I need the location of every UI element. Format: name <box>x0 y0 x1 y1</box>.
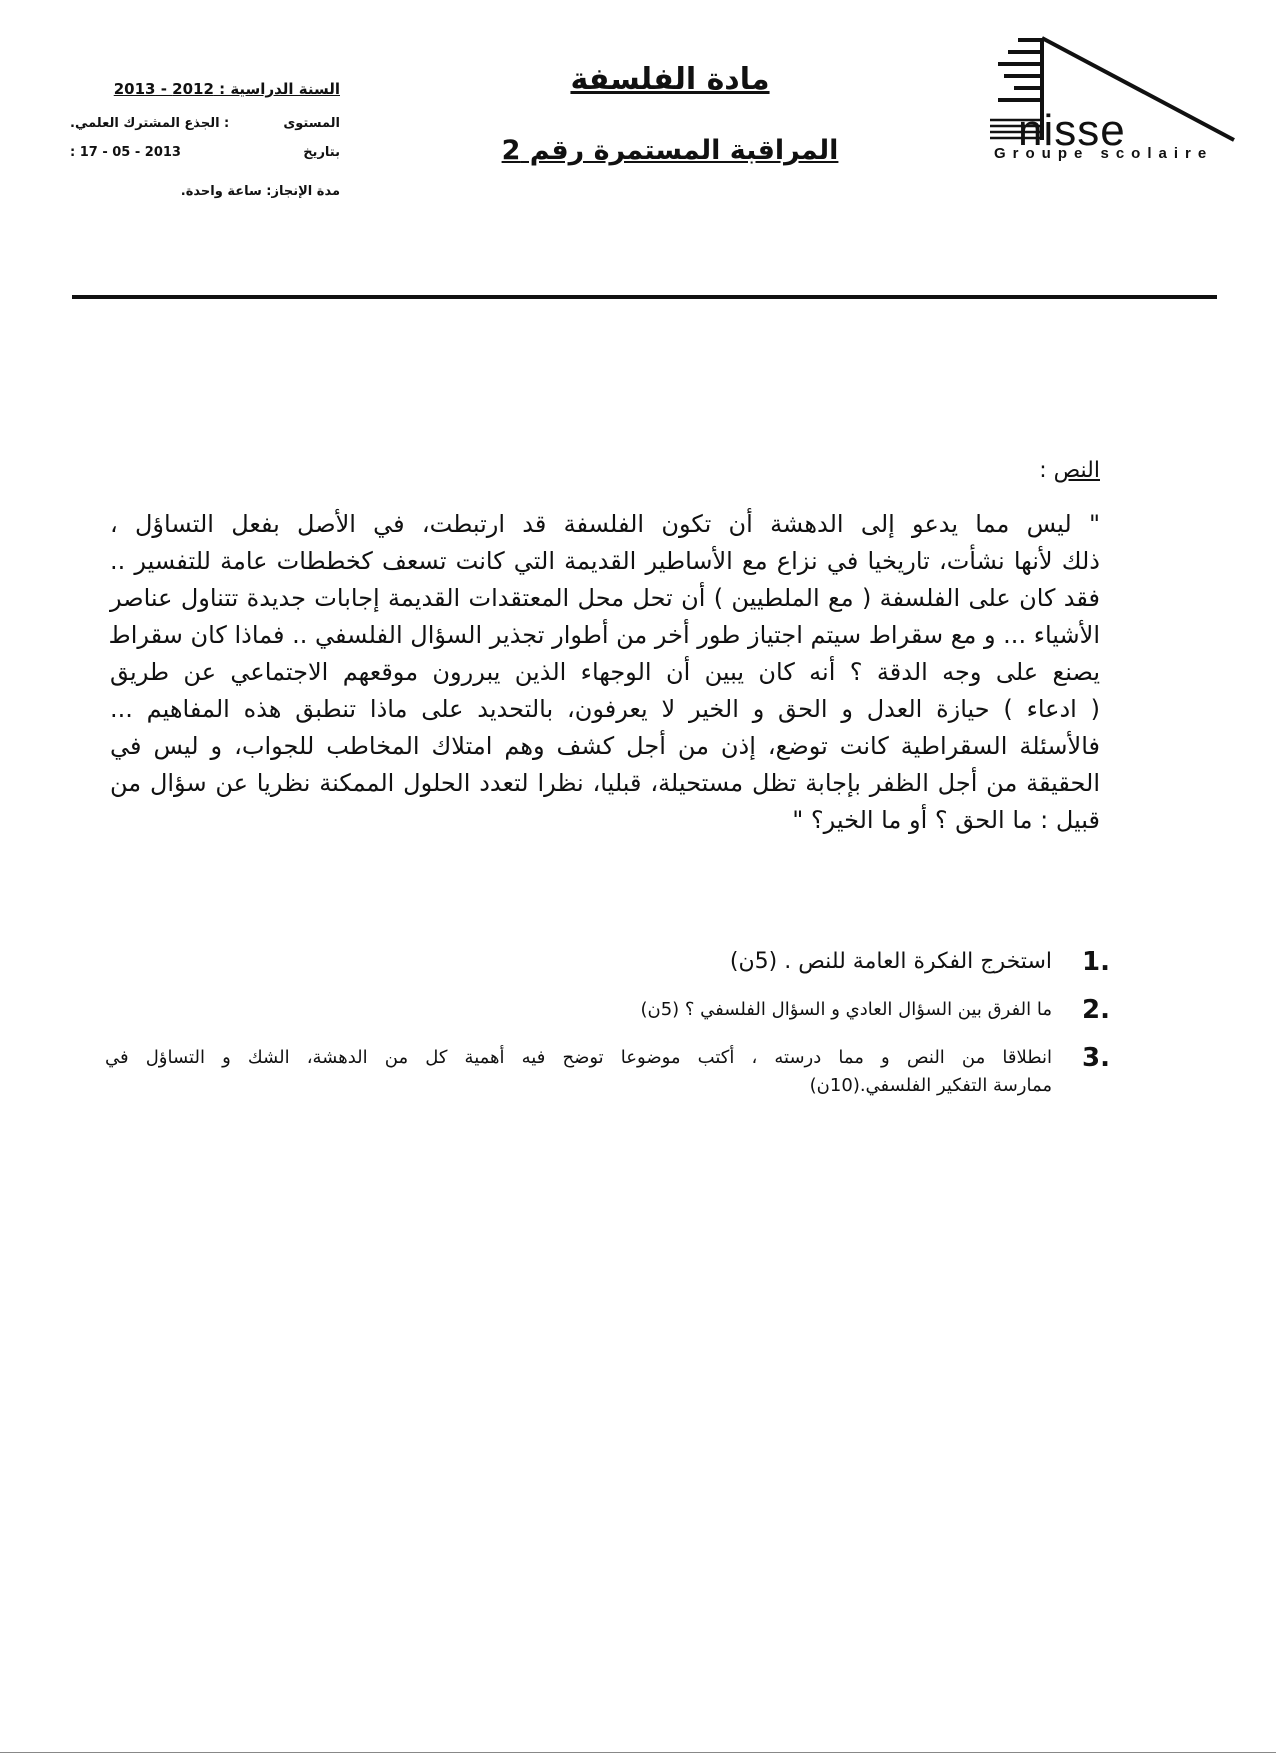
level-label: المستوى <box>283 116 340 131</box>
question-text <box>105 993 1062 1024</box>
subject-title: مادة الفلسفة <box>570 62 770 97</box>
date-row <box>70 145 340 160</box>
passage-line: الحقيقة من أجل الظفر بإجابة تظل مستحيلة، قبليا، نظرا لتعدد الحلول الممكنة نظريا عن سؤال من <box>110 769 1100 797</box>
passage-line: الأشياء ... و مع سقراط سيتم اجتياز طور أخر من أطوار تجذير السؤال الفلسفي .. فماذا كان سقراط <box>108 621 1100 649</box>
question-number: 2. <box>1082 995 1110 1025</box>
question-line: انطلاقا من النص و مما درسته ، أكتب موضوعا توضح فيه أهمية كل من الدهشة، الشك و التساؤل في <box>105 1047 1052 1068</box>
question-text <box>105 945 1062 976</box>
passage <box>110 506 1100 839</box>
date-value: : 17 - 05 - 2013 <box>70 145 181 160</box>
question-number: 3. <box>1082 1043 1110 1073</box>
questions-list <box>105 945 1110 1114</box>
passage-line: يصنع على وجه الدقة ؟ أنه كان يبين أن الوجهاء الذين يبررون موقعهم الاجتماعي عن طريق <box>110 658 1100 686</box>
question-item <box>105 1041 1110 1100</box>
section-label-text: النص <box>1053 458 1100 483</box>
question-line: استخرج الفكرة العامة للنص . (5ن) <box>729 949 1052 974</box>
question-line: ما الفرق بين السؤال العادي و السؤال الفلسفي ؟ (5ن) <box>640 999 1052 1020</box>
logo-name: nisse <box>1018 106 1126 155</box>
question-number: 1. <box>1082 947 1110 977</box>
question-item <box>105 945 1110 979</box>
passage-line: ذلك لأنها نشأت، تاريخيا في نزاع مع الأساطير القديمة التي كانت تسعف كخططات عامة للتفسير .. <box>110 547 1100 575</box>
question-item <box>105 993 1110 1027</box>
date-label: بتاريخ <box>303 145 340 160</box>
scan-bottom-edge <box>0 1752 1276 1753</box>
section-label <box>1000 458 1100 483</box>
level-row <box>70 116 340 131</box>
exam-title: المراقبة المستمرة رقم 2 <box>501 135 839 166</box>
passage-line: فقد كان على الفلسفة ( مع الملطيين ) أن تحل محل المعتقدات القديمة إجابات جديدة تتناول عناصر <box>110 584 1100 612</box>
section-label-colon: : <box>1039 458 1054 483</box>
duration: مدة الإنجاز: ساعة واحدة. <box>180 184 340 199</box>
question-line: ممارسة التفكير الفلسفي.(10ن) <box>809 1075 1052 1096</box>
passage-line: قبيل : ما الحق ؟ أو ما الخير؟ " <box>792 806 1100 834</box>
header-divider <box>72 295 1217 299</box>
passage-line: فالأسئلة السقراطية كانت توضع، إذن من أجل كشف وهم امتلاك المخاطب للجواب، و ليس في <box>110 732 1100 760</box>
passage-line: " ليس مما يدعو إلى الدهشة أن تكون الفلسفة قد ارتبطت، في الأصل بفعل التساؤل ، <box>110 510 1100 538</box>
level-value: : الجذع المشترك العلمي. <box>70 116 230 131</box>
passage-line: ( ادعاء ) حيازة العدل و الحق و الخير لا يعرفون، بالتحديد على ماذا تنطبق هذه المفاهيم ... <box>110 695 1100 723</box>
logo-subtitle: Groupe scolaire <box>994 145 1214 162</box>
header-info <box>70 80 340 199</box>
school-year: السنة الدراسية : 2012 - 2013 <box>113 80 340 98</box>
question-text <box>105 1041 1062 1100</box>
